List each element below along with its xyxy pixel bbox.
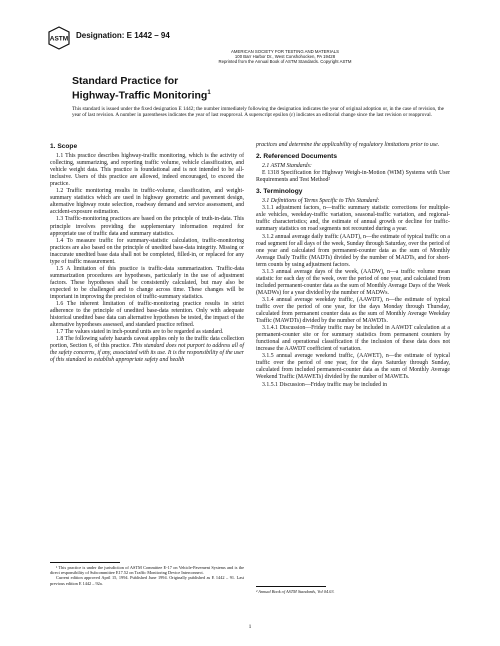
paragraph: 1.6 The inherent limitation of traffic-monitoring practice results in strict adherence to the principle of unedited base-data retention. Only with adequate historical unedited base data can alternative hypotheses be tested, the impact of the alternative hypotheses assessed, and standard practice refined. xyxy=(50,301,244,329)
title-footnote-mark: 1 xyxy=(207,89,211,96)
right-column xyxy=(256,142,450,389)
discussion: 3.1.5.1 Discussion—Friday traffic may be included in xyxy=(262,381,387,388)
publisher-line: 100 Barr Harbor Dr., West Conshohocken, PA 19428 xyxy=(234,54,336,60)
discussion: 3.1.4.1 Discussion—Friday traffic may be included in AAWDT calculation at a permanent-counter site or for summary statistics from permanent counters by functional and operational classification if the inclusion of these data does not increase the AAWDT coefficient of variation. xyxy=(256,325,450,353)
safety-caveat: This standard does not purport to address all of the safety concerns, if any, associated with its use. It is the responsibility of the user of this standard to establish appropriate safety and health xyxy=(50,343,245,364)
paragraph: 1.2 Traffic monitoring results in traffic-volume, classification, and weight-summary statistics which are used in highway geometric and pavement design, alternative highway route selection, roadway demand and service assessment, and accident-exposure estimation. xyxy=(50,188,244,216)
definition: 3.1.3 annual average days of the week, (AADW), n—a traffic volume mean statistic for each day of the week, over the period of one year, and calculated from included permanent-counter data as the sum of Monthly Average Days of the Week (MADWs) for a year divided by the number of MADWs. xyxy=(256,268,450,296)
footnote-rule xyxy=(50,562,120,563)
definition: 3.1.5 annual average weekend traffic, (AAWET), n—the estimate of typical traffic over the period of one year, for the days Saturday through Sunday, calculated from included permanent-counter data as the sum of Monthly Average Weekend Traffic (MAWETs) divided by the number of MAWETs. xyxy=(256,353,450,381)
intro-note: This standard is issued under the fixed designation E 1442; the number immediately following the designation indicates the year of original adoption or, in the case of revision, the year of last revision. A number in parentheses indicates the year of last reapproval. A superscript epsilon (ε) indicates an editorial change since the last revision or reapproval. xyxy=(72,106,444,119)
left-column xyxy=(50,142,244,364)
paragraph: 1.3 Traffic-monitoring practices are based on the principle of truth-in-data. This principle involves providing the supplementary information required for appropriate use of traffic data and summary statistics. xyxy=(50,216,244,237)
reference-item: E 1318 Specification for Highway Weigh-in-Motion (WIM) Systems with User Requirements and Test Method² xyxy=(256,170,450,184)
title-line-1: Standard Practice for xyxy=(72,75,179,87)
paragraph: 1.1 This practice describes highway-traffic monitoring, which is the activity of collecting, summarizing, and reporting traffic volume, vehicle classification, and vehicle weight data. This practice is foundational and is not intended to be all-inclusive. Users of this practice are allowed, indeed encouraged, to exceed the practice. xyxy=(50,153,244,188)
publisher-block xyxy=(140,49,430,65)
footnote-rule xyxy=(256,586,326,587)
publisher-line: Reprinted from the Annual Book of ASTM Standards. Copyright ASTM xyxy=(218,59,352,65)
logo-text: ASTM xyxy=(49,35,69,43)
paragraph: 3.1 Definitions of Terms Specific to This Standard: xyxy=(262,198,380,205)
section-heading-terminology: 3. Terminology xyxy=(256,188,303,196)
paragraph-text: 1.8 The following safety hazards caveat applies only to the traffic data collection portion, Section 6, of this practice. xyxy=(50,336,244,350)
paragraph: practices and determine the applicability of regulatory limitations prior to use. xyxy=(256,142,440,148)
footnote-text: Current edition approved April 15, 1994. Published June 1994. Originally published as E 1442 – 91. Last previous edition E 1442 – 92a. xyxy=(50,575,244,586)
title-main: Highway-Traffic Monitoring xyxy=(72,89,208,101)
designation: Designation: E 1442 – 94 xyxy=(76,31,170,40)
footnote-left xyxy=(50,565,244,586)
paragraph: 1.4 To measure traffic for summary-statistic calculation, traffic-monitoring practices are also based on the principle of unedited base-data integrity. Missing or inaccurate unedited base data shall not be completed, filled-in, or replaced for any type of traffic measurement. xyxy=(50,237,244,265)
footnote-text: ¹ This practice is under the jurisdiction of ASTM Committee E-17 on Vehicle-Pavement Systems and is the direct responsibility of Subcommittee E17.52 on Traffic Monitoring Device Interconnect. xyxy=(50,565,244,576)
paragraph: 1.5 A limitation of this practice is traffic-data summarization. Traffic-data summarization procedures are hypotheses, particularly in the use of adjustment factors. These hypotheses shall be consistently calculated, but may also be expected to be challenged and to change across time. These changes will be important in improving the precision of traffic-summary statistics. xyxy=(50,265,244,300)
astm-logo xyxy=(48,26,70,50)
definition: 3.1.4 annual average weekday traffic, (AAWDT), n—the estimate of typical traffic over the period of one year, for the days Monday through Thursday, calculated from permanent counter data as the sum of Monthly Average Weekday Traffic (MAWDTs) divided by the number of MAWDTs. xyxy=(256,296,450,325)
section-heading-references: 2. Referenced Documents xyxy=(256,153,337,161)
publisher-line: AMERICAN SOCIETY FOR TESTING AND MATERIALS xyxy=(231,49,339,54)
paragraph xyxy=(50,336,244,364)
title-line-2 xyxy=(72,88,211,102)
page-number: 1 xyxy=(248,624,252,630)
section-heading-scope: 1. Scope xyxy=(50,143,78,150)
paragraph: 2.1 ASTM Standards: xyxy=(262,163,312,170)
paragraph: 1.7 The values stated in inch-pound units are to be regarded as standard. xyxy=(56,329,224,336)
definition: 3.1.2 annual average daily traffic (AADT), n—the estimate of typical traffic on a road segment for all days of the week, Sunday through Saturday, over the period of one year and calculated from permanent-counter data as the sum of Monthly Average Daily Traffic (MADTs) divided by the number of MADTs, and for short-term counts by using adjustment factors. xyxy=(256,233,450,268)
definition: 3.1.1 adjustment factors, n—traffic summary statistic corrections for multiple-axle vehicles, weekday-traffic variation, seasonal-traffic variation, and regional-traffic characteristics; and, the estimate of annual growth or decline for traffic-summary statistics on road segments not recounted during a year. xyxy=(256,205,450,233)
footnote-right: ² Annual Book of ASTM Standards, Vol 04.03. xyxy=(256,589,335,594)
document-title xyxy=(72,76,211,102)
